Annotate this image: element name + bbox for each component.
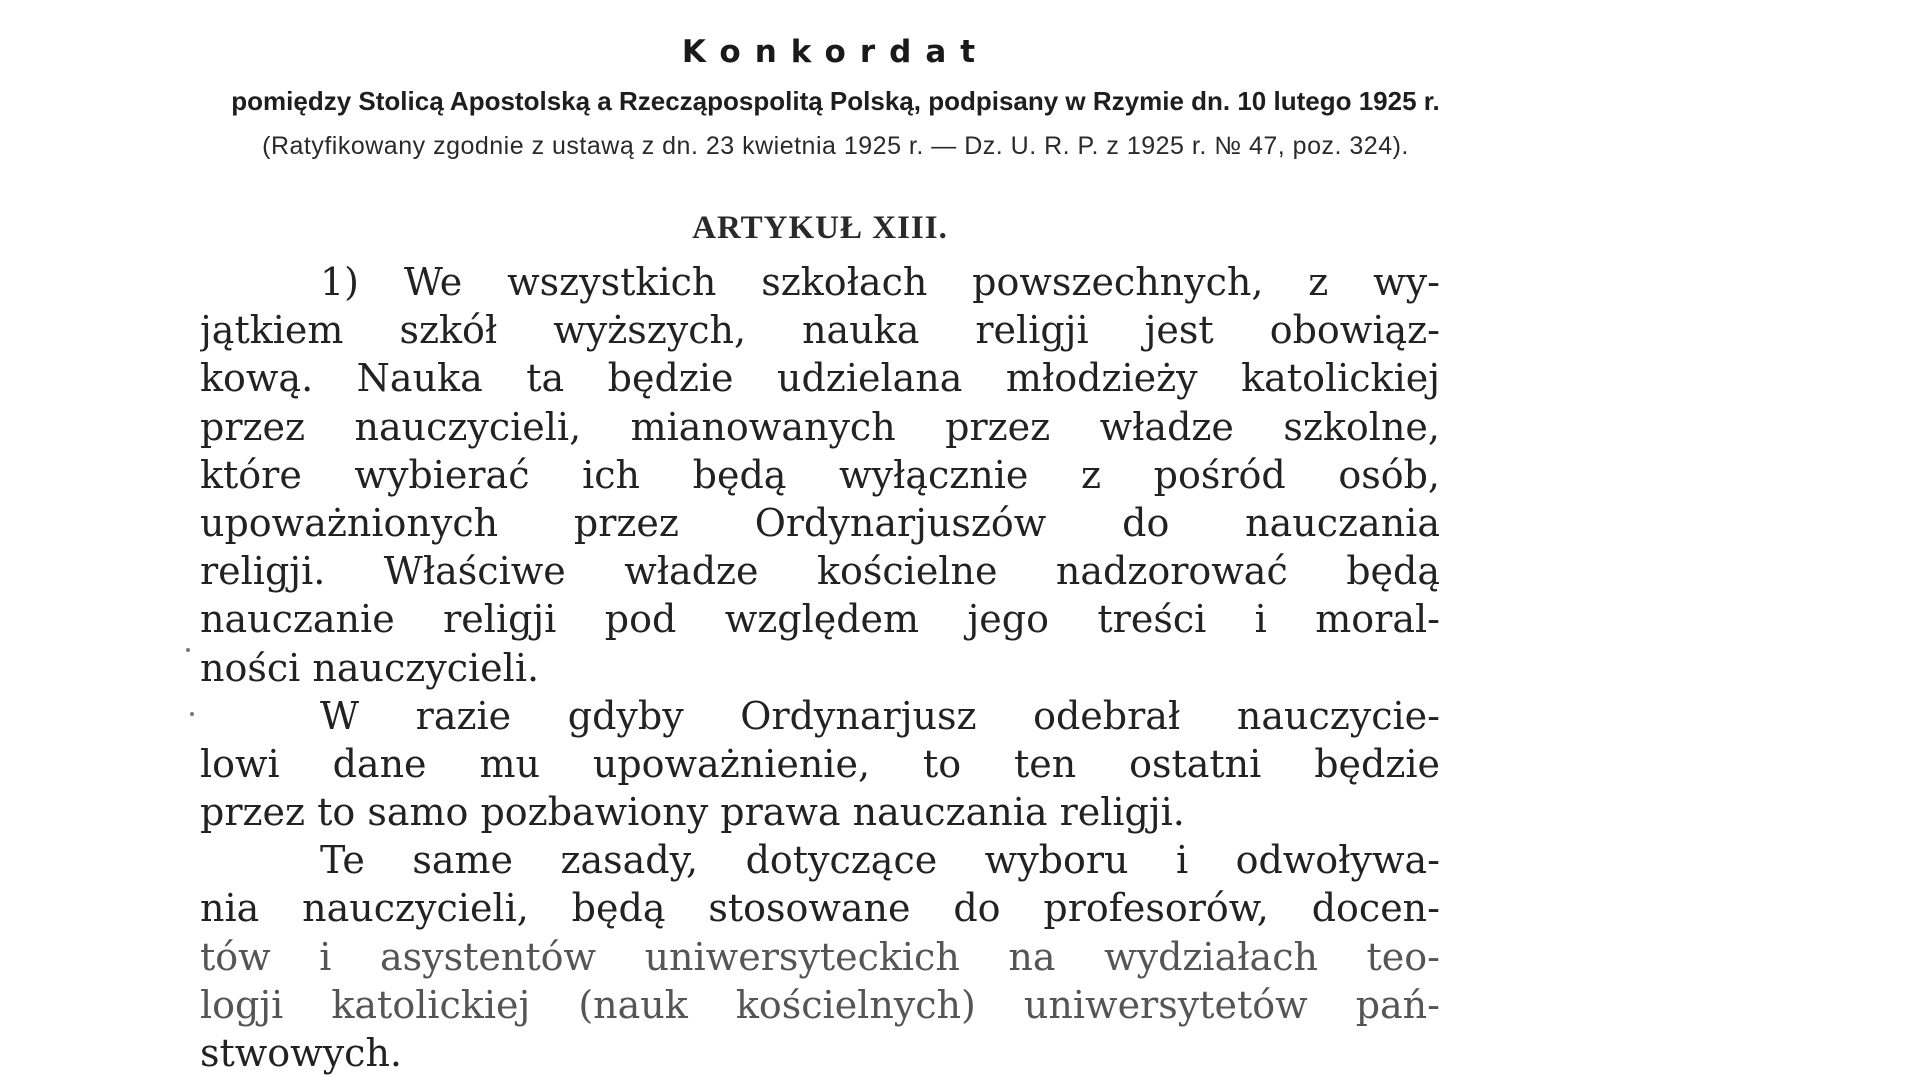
text-line: ności nauczycieli.: [200, 645, 540, 690]
scan-speck: [190, 712, 194, 716]
text-line: lowi dane mu upoważnienie, to ten ostatni będzie: [200, 741, 1440, 786]
text-line: przez to samo pozbawiony prawa nauczania religji.: [200, 790, 1185, 835]
document-title: Konkordat: [681, 34, 990, 70]
scan-speck: [186, 648, 190, 652]
text-line: nauczanie religji pod względem jego treści i moral-: [200, 597, 1440, 642]
text-line: W razie gdyby Ordynarjusz odebrał nauczycie-: [320, 693, 1440, 738]
text-line: nia nauczycieli, będą stosowane do profesorów, docen-: [200, 886, 1440, 931]
text-line: 1) We wszystkich szkołach powszechnych, z wy-: [320, 260, 1440, 304]
article-body: [200, 258, 1440, 1077]
text-line: Te same zasady, dotyczące wyboru i odwoływa-: [320, 838, 1440, 883]
text-line: przez nauczycieli, mianowanych przez władze szkolne,: [200, 404, 1440, 449]
text-line: stwowych.: [200, 1031, 403, 1075]
text-line: logji katolickiej (nauk kościelnych) uniwersytetów pań-: [200, 982, 1440, 1027]
text-line: religji. Właściwe władze kościelne nadzorować będą: [200, 549, 1440, 594]
text-line: kową. Nauka ta będzie udzielana młodzieży katolickiej: [200, 356, 1440, 401]
text-line: które wybierać ich będą wyłącznie z pośród osób,: [200, 452, 1440, 497]
text-line: upoważnionych przez Ordynarjuszów do nauczania: [200, 500, 1440, 545]
document-subtitle: pomiędzy Stolicą Apostolską a Rzecząpospolitą Polską, podpisany w Rzymie dn. 10 lutego 1925 r.: [231, 86, 1440, 116]
article-heading: ARTYKUŁ XIII.: [692, 210, 948, 246]
text-line: jątkiem szkół wyższych, nauka religji jest obowiąz-: [200, 308, 1440, 353]
ratification-note: (Ratyfikowany zgodnie z ustawą z dn. 23 kwietnia 1925 r. — Dz. U. R. P. z 1925 r. № 47, poz. 324).: [262, 132, 1409, 160]
text-line: tów i asystentów uniwersyteckich na wydziałach teo-: [200, 934, 1440, 979]
